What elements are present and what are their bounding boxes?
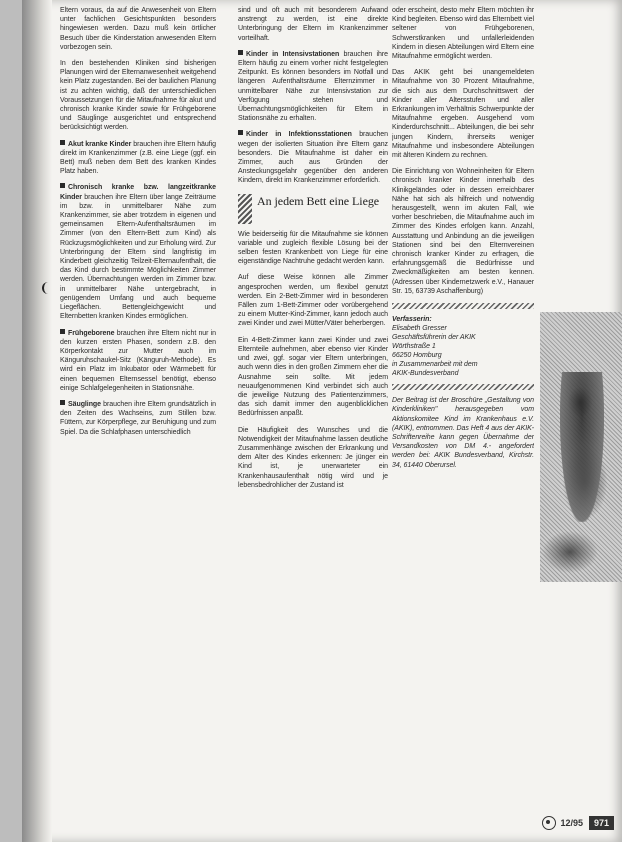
document-page — [22, 0, 622, 842]
author-line: Geschäftsführerin der AKIK — [392, 334, 476, 342]
paragraph-lead: Akut kranke Kinder — [68, 140, 132, 148]
author-line: in Zusammenarbeit mit dem — [392, 361, 478, 369]
square-bullet-icon — [60, 329, 65, 334]
child-photo — [540, 312, 622, 582]
author-line: Elisabeth Gresser — [392, 325, 447, 333]
paragraph — [60, 400, 216, 437]
paragraph: sind und oft auch mit besonderem Aufwand anstrengt zu werden, ist eine direkte Unterbringung der Eltern im Krankenzimmer vorteilhaft. — [238, 7, 388, 42]
paragraph-lead: Kinder in Intensivstationen — [246, 50, 340, 58]
paragraph: Das AKIK geht bei unangemeldeten Mitaufnahme von 30 Prozent Mitaufnahme, die sich aus dem Durchschnittswert der Kinder aller Altersstufen und aller Erkrankungen im Verhältnis Schwerpunkte der Mitaufnahme ergeben. Ausgehend vom Kinderdurchschnitt... Abteilungen, die bei sehr jungen Kindern, ihrerseits weniger Mitaufnahme und insbesondere Abteilungen mit älteren Kindern zu rechnen. — [392, 69, 534, 160]
paragraph-body: brauchen wegen der isolierten Situation ihre Eltern ganz besonders. Die Mitaufnahme ist daher ein Zimmer, auch aus Gründen der Ansteckungsgefahr gegenüber den anderen Kindern, direkt im Krankenzimmer erforderlich. — [238, 131, 388, 185]
paragraph: oder erscheint, desto mehr Eltern möchten ihr Kind begleiten. Ebenso wird das Elternbett viel seltener von Frühgeborenen, Schwerstkranken und unfallerleidenden Kindern in diesen Abteilungen wird Eltern eine Mitaufnahme ermöglicht werden. — [392, 7, 534, 61]
paragraph: Ein 4-Bett-Zimmer kann zwei Kinder und zwei Elternteile aufnehmen, aber ebenso vier Kinder und zwei, ggf. sogar vier Eltern unterbringen, auch wenn dies in den großen Zimmern eher die Ausnahme sein sollte. Mit jedem neuaufgenommenen Kind verbindet sich auch die jeweilige Nutzung des Patientenzimmers, das sich damit immer den augenblicklichen Bedürfnissen anpaßt. — [238, 336, 388, 418]
page-number: 971 — [589, 816, 614, 830]
paragraph-body: brauchen ihre Eltern über lange Zeiträume im bzw. in unmittelbarer Nähe zum Krankenzimmer, sie aber trotzdem in eigenen und gemeinsamen Eltern-Aufenthaltsräumen im Zimmer (von den Eltern-Bett zum Kind) als Rückzugsmöglichkeiten und zur Erholung wird. Zur Unterbringung der Eltern sind langfristig im Kinderbett gleichzeitig Teilzeit-Elternaufenthalt, die das Kind durch bestimmte Möglichkeiten Zimmer werden. Übernachtungen werden im Zimmer bzw. in unmittelbarer Nähe untergebracht, in genügendem Umfang und auch bequeme Liegeflächen. Bettengleichgewicht und Elternbetten kranken Kindes ermöglichen. — [60, 193, 216, 321]
paragraph-lead: Kinder in Infektionsstationen — [246, 131, 352, 139]
paragraph: Auf diese Weise können alle Zimmer angesprochen werden, um flexibel genutzt werden. Ein 2-Bett-Zimmer wird in besonderen Fällen zum 1-Bett-Zimmer oder vorübergehend zu einem Mutter-Kind-Zimmer, kann jedoch auch zwei Kinder und zwei Mütter/Väter beherbergen. — [238, 274, 388, 328]
paragraph-lead: Säuglinge — [68, 400, 101, 408]
paragraph-body: brauchen ihre Eltern grundsätzlich in den Zeiten des Wachseins, zum Stillen bzw. Füttern, zur Körperpflege, zur Beruhigung und zum Spiel. Da die Schlafphasen unterschiedlich — [60, 400, 216, 436]
hatched-divider — [392, 303, 534, 309]
square-bullet-icon — [60, 140, 65, 145]
column-2 — [238, 6, 388, 836]
square-bullet-icon — [60, 183, 65, 188]
binding-mark-icon — [42, 282, 52, 294]
author-block — [392, 315, 534, 378]
square-bullet-icon — [238, 130, 243, 135]
issue-number: 12/95 — [560, 818, 583, 828]
paragraph-lead: Frühgeborene — [68, 329, 115, 337]
section-heading — [238, 194, 388, 224]
square-bullet-icon — [60, 400, 65, 405]
paragraph: In den bestehenden Kliniken sind bisherigen Planungen wird der Elternanwesenheit weitgehend kein Platz zugestanden. Bei der baulichen Planung ist zu achten wichtig, daß der unterschiedlichen Voraussetzungen für die Mitaufnahme für akut und chronisch kranke Kinder sowie für Frühgeborene und Säuglinge ausgerichtet und entsprechend berücksichtigt werden. — [60, 60, 216, 132]
photo-figure — [560, 372, 604, 522]
journal-logo-icon — [542, 816, 556, 830]
paragraph: Die Einrichtung von Wohneinheiten für Eltern chronisch kranker Kinder innerhalb des Klinikgeländes oder in dessen erreichbarer Nähe hat sich als hilfreich und notwendig herausgestellt, wenn im akuten Fall, wie vorher beschrieben, die Mitaufnahme auch im Zimmer des Kindes erfolgen kann. Anzahl, Ausstattung und Anbindung an die jeweiligen Stationen sind bei den Elternvereinen chronisch kranker Kinder zu erfragen, die erfahrungsgemäß die Bedürfnisse und Zweckmäßigkeiten am besten kennen. (Adressen über Kindernetzwerk e.V., Hanauer Str. 15, 63739 Aschaffenburg) — [392, 168, 534, 295]
paragraph-body: brauchen ihre Eltern nicht nur in den kurzen ersten Phasen, sondern z.B. den Körperkontakt zur Mutter auch im Känguruhschaukel-Sitz (Känguruh-Methode). Es wird ein Platz im Inkubator oder Wärmebett für einen bequemen Elternsessel benötigt, ebenso einige Schlafgelegenheiten in Stationsnähe. — [60, 329, 216, 392]
paragraph: Die Häufigkeit des Wunsches und die Notwendigkeit der Mitaufnahme lassen deutliche Zusammenhänge zwischen der Erkrankung und dem Alter des Kindes erkennen: Je jünger ein Kind ist, je unerwarteter ein Krankenhausaufenthalt nötig wird und je lebensbedrohlicher der Zustand ist — [238, 426, 388, 489]
paragraph — [238, 130, 388, 185]
author-line: Wörthstraße 1 — [392, 343, 436, 351]
square-bullet-icon — [238, 50, 243, 55]
source-note: Der Beitrag ist der Broschüre „Gestaltung von Kinderkliniken" herausgegeben vom Aktionskomitee Kind im Krankenhaus e.V. (AKIK), entnommen. Das Heft 4 aus der AKIK-Schriftenreihe kann gegen Übernahme der Versandkosten von DM 4.- angefordert werden bei: AKIK Bundesverband, Kirchstr. 34, 61440 Oberursel. — [392, 397, 534, 469]
column-3 — [392, 6, 534, 836]
paragraph — [60, 183, 216, 321]
author-line: 66250 Homburg — [392, 352, 442, 360]
page-footer — [542, 816, 614, 830]
paragraph-lead: Chronisch kranke bzw. langzeitkranke Kinder — [60, 184, 216, 201]
column-1 — [60, 6, 216, 836]
paragraph-body: brauchen ihre Eltern häufig direkt im Krankenzimmer (z.B. eine Liege (ggf. ein Bett) muß neben dem Bett des kranken Kindes Platz haben. — [60, 140, 216, 176]
paragraph — [60, 329, 216, 393]
paragraph: Eltern voraus, da auf die Anwesenheit von Eltern unter fachlichen Gesichtspunkten besonders hingewiesen werden. Dazu muß kein örtlicher Besuch über die Kinderstation anwesenden Eltern vorbezogen sein. — [60, 7, 216, 51]
hatch-decoration-icon — [238, 194, 252, 224]
author-label: Verfasserin: — [392, 316, 432, 324]
paragraph — [238, 50, 388, 124]
paragraph-body: brauchen ihre Eltern häufig zu einem vorher nicht festgelegten Zeitpunkt. Es können besonders im Notfall und längeren Aufenthaltsräume Elternzimmer in unmittelbarer Nähe zur Intensivstation zur Verfügung stehen und Übernachtungsmöglichkeiten für Eltern in Stationsnähe zu erhalten. — [238, 50, 388, 123]
hatched-divider — [392, 384, 534, 390]
binding-gutter — [22, 0, 52, 842]
author-line: AKIK-Bundesverband — [392, 370, 459, 378]
section-title: An jedem Bett eine Liege — [257, 193, 380, 208]
paragraph: Wie beiderseitig für die Mitaufnahme sie können variable und zugleich flexible Lösung bei der selben festen Krankenbett von Liege für eine eigenständige Nachtruhe gedacht werden kann. — [238, 230, 388, 266]
paragraph — [60, 140, 216, 177]
